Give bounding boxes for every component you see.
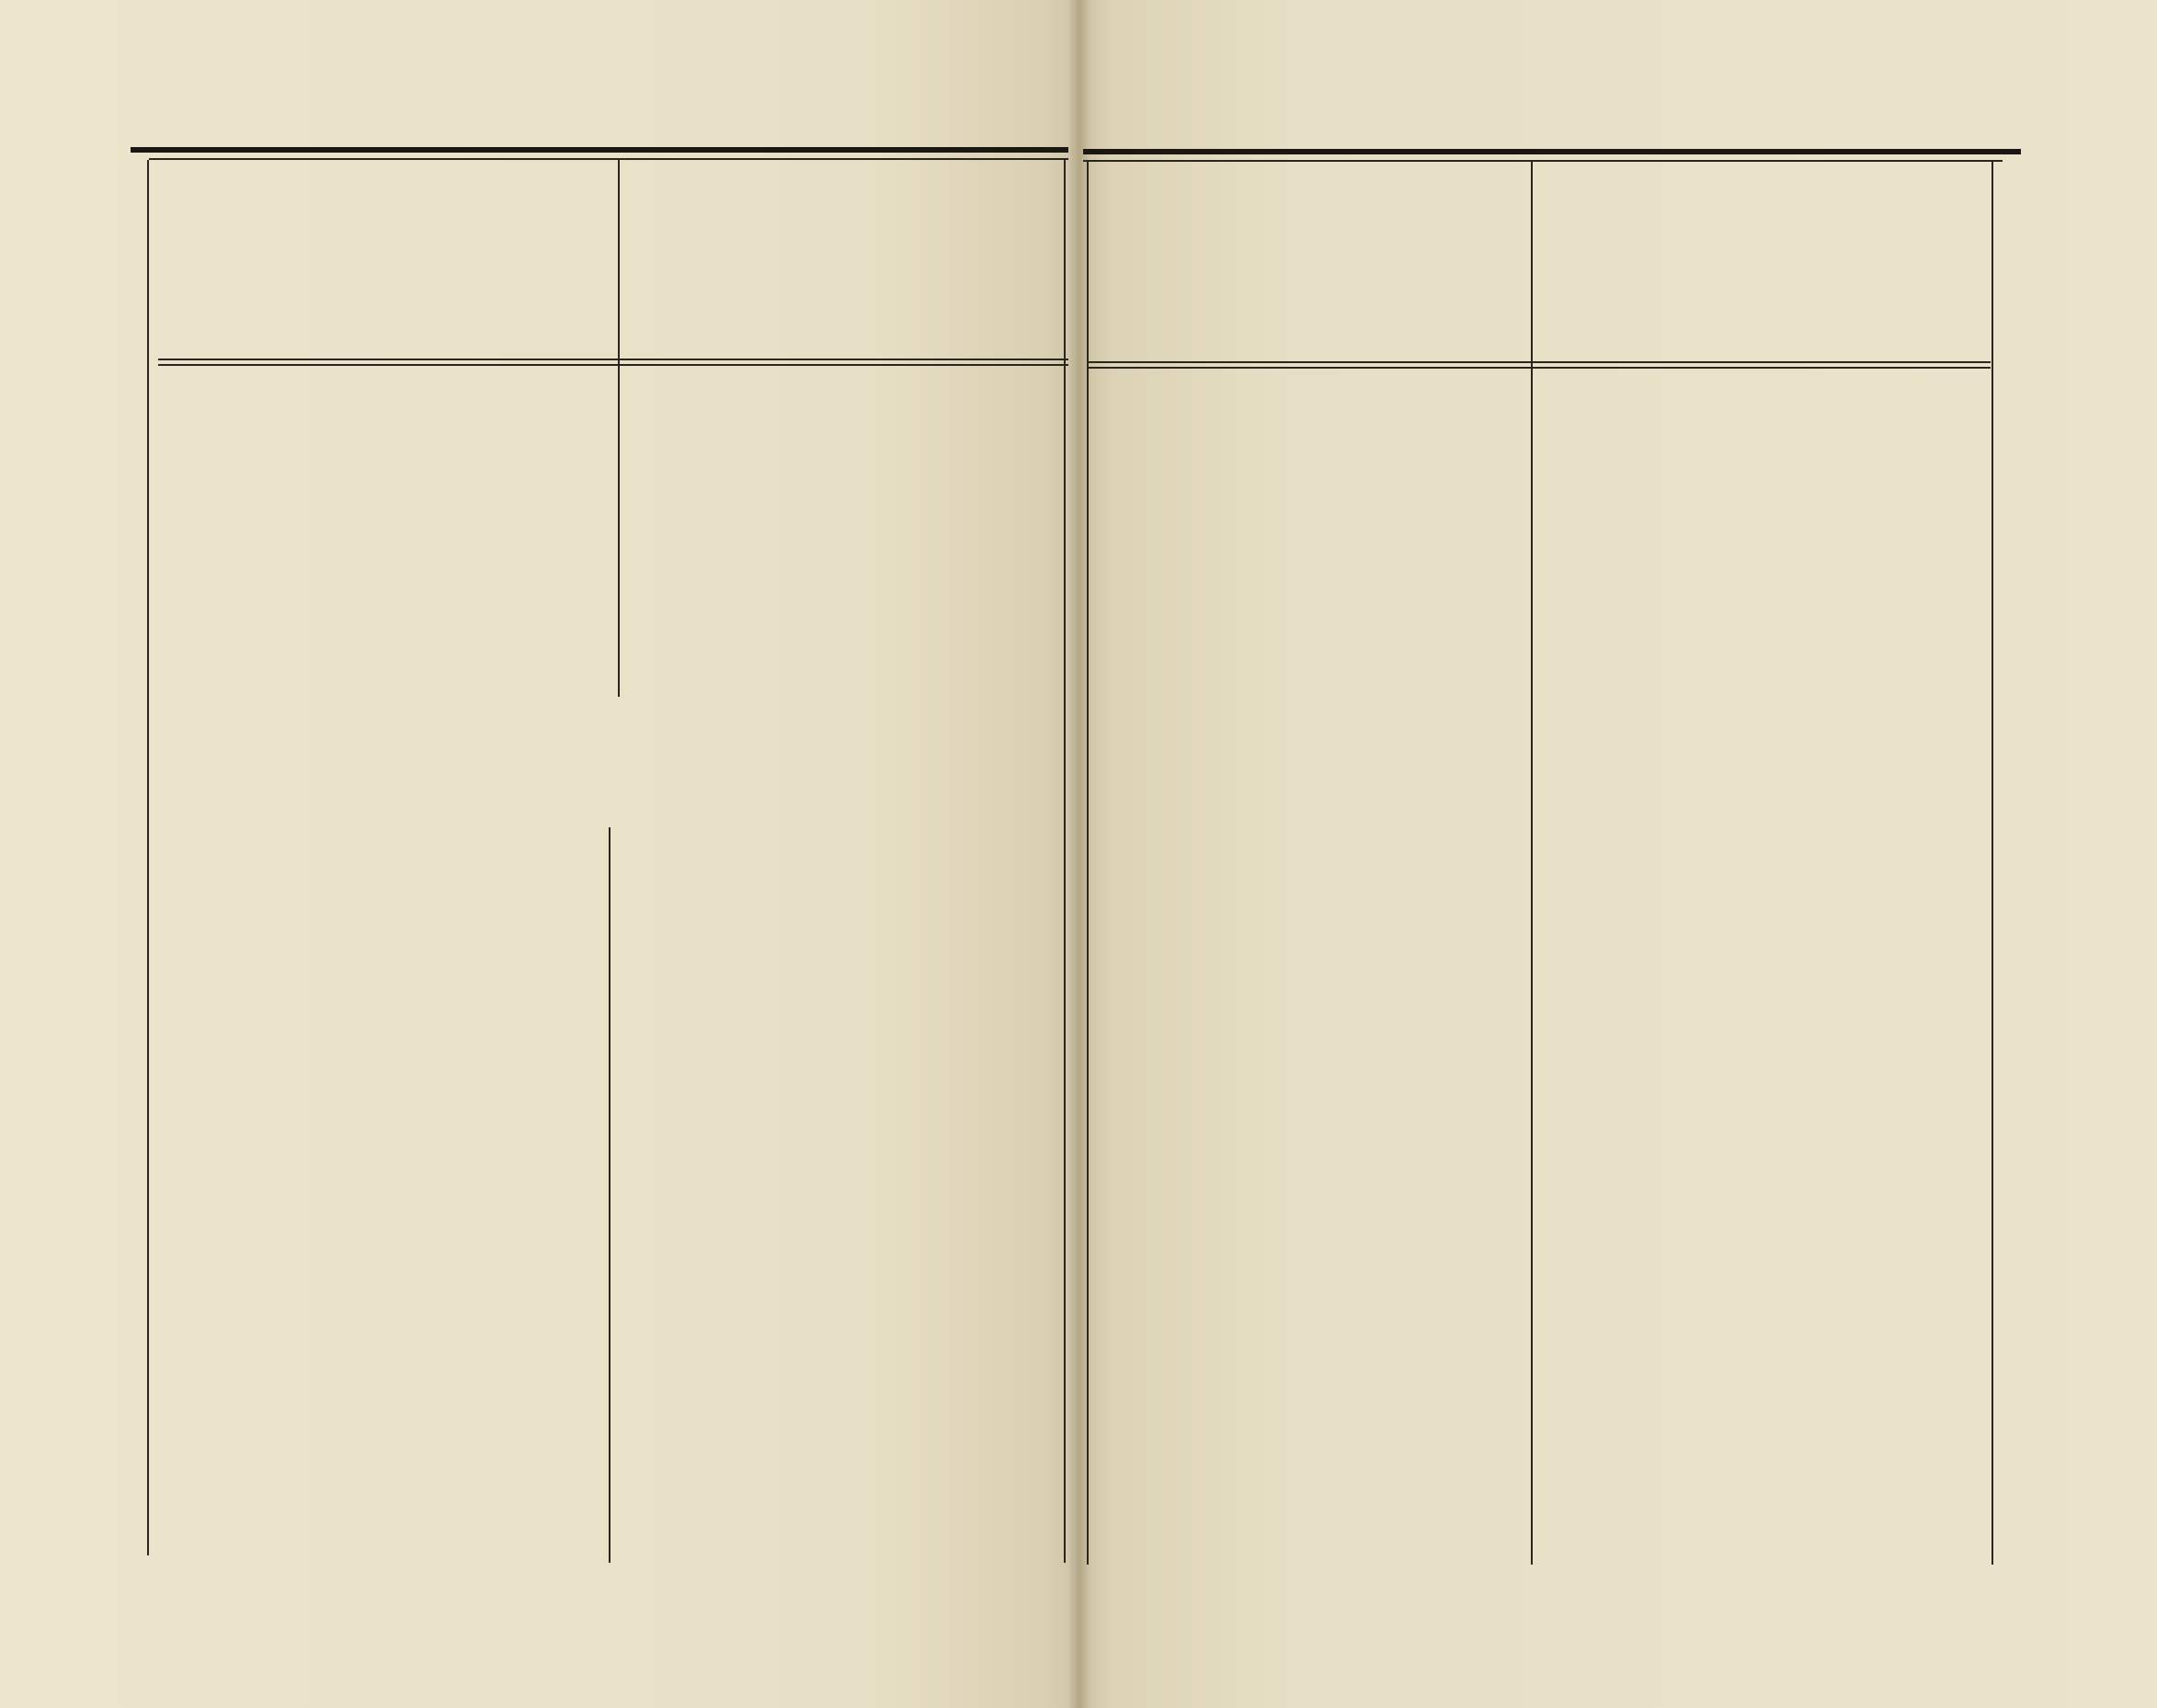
column-border-left [147,160,149,1555]
column-border-right [1992,162,1993,1565]
column-divider-right [1531,162,1533,1565]
column-border-center-left [1064,160,1066,1563]
right-page [1078,0,2157,1708]
column-divider-left-lower [609,827,611,1563]
header-rule-left-a [158,359,1068,360]
top-rule-left [131,147,1068,153]
top-rule-right [1083,149,2021,154]
top-rule-left-thin [149,158,1068,160]
left-page [0,0,1078,1708]
top-rule-right-thin [1083,160,2003,162]
column-border-center-right [1087,162,1089,1565]
header-rule-right-b [1088,367,1991,369]
header-rule-right-a [1088,361,1991,363]
header-rule-left-b [158,364,1068,366]
column-divider-left-upper [618,160,620,697]
